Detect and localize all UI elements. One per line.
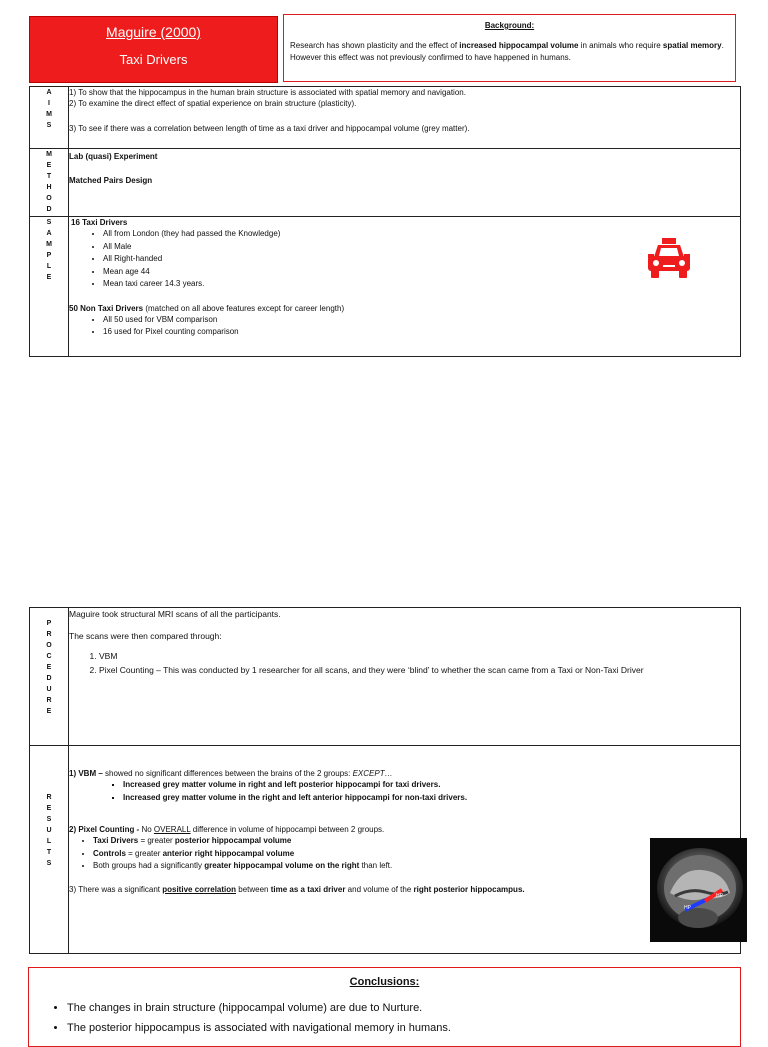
results-content [69, 746, 741, 954]
sample-group1-list [69, 228, 740, 291]
background-box [283, 14, 736, 82]
method-design: Matched Pairs Design [69, 176, 153, 185]
study-title: Maguire (2000) [106, 24, 201, 40]
list-item: • All Right-handed [103, 253, 740, 266]
background-heading: Background: [484, 21, 535, 30]
procedure-compared: The scans were then compared through: [69, 631, 222, 641]
background-text: Research has shown plasticity and the effect of increased hippocampal volume in animals who require spatial memory. However this effect was not previously confirmed to have happened in humans. [290, 41, 724, 62]
sample-group2-heading: 50 Non Taxi Drivers (matched on all above features except for career length) [69, 303, 345, 313]
list-item: • All 50 used for VBM comparison [103, 314, 740, 327]
lower-table [29, 607, 741, 954]
list-item: • Mean age 44 [103, 266, 740, 279]
procedure-content [69, 608, 741, 746]
conclusions-heading: Conclusions: [349, 976, 420, 988]
conclusions-list [29, 998, 740, 1038]
list-item: • Mean taxi career 14.3 years. [103, 278, 740, 291]
sample-group1-heading: 16 Taxi Drivers [71, 218, 128, 227]
study-subtitle: Taxi Drivers [119, 52, 188, 67]
aims-label: A I M S [30, 87, 69, 149]
results-vbm: 1) VBM – showed no significant differences between the brains of the 2 groups: EXCEPT… [69, 769, 393, 778]
aims-content [69, 87, 741, 149]
method-type: Lab (quasi) Experiment [69, 152, 158, 161]
list-item: 1. VBM [99, 649, 740, 663]
svg-text:HP: HP [684, 905, 691, 911]
list-item: • Taxi Drivers = greater posterior hippocampal volume [93, 835, 740, 848]
list-item: • The posterior hippocampus is associated with navigational memory in humans. [67, 1018, 740, 1038]
procedure-label: P R O C E D U R E [30, 608, 69, 746]
list-item: • Both groups had a significantly greater hippocampal volume on the right than left. [93, 860, 740, 873]
aim-1: 1) To show that the hippocampus in the human brain structure is associated with spatial memory and navigation. [69, 88, 466, 97]
sample-group2-list [69, 314, 740, 339]
svg-text:HP: HP [716, 893, 723, 899]
method-content [69, 149, 741, 217]
sample-label: S A M P L E [30, 217, 69, 357]
aim-2: 2) To examine the direct effect of spatial experience on brain structure (plasticity). [69, 99, 357, 108]
procedure-steps [69, 649, 740, 677]
list-item: ▪ Increased grey matter volume in right and left posterior hippocampi for taxi drivers. [123, 779, 740, 792]
title-box [29, 16, 278, 83]
list-item: ▪ Increased grey matter volume in the right and left anterior hippocampi for non-taxi drivers. [123, 792, 740, 805]
results-vbm-list [69, 779, 740, 804]
brain-mri-scan [650, 838, 747, 942]
results-pc-list [69, 835, 740, 873]
list-item: • All from London (they had passed the Knowledge) [103, 228, 740, 241]
method-label: M E T H O D [30, 149, 69, 217]
list-item: • The changes in brain structure (hippocampal volume) are due to Nurture. [67, 998, 740, 1018]
list-item: • Controls = greater anterior right hippocampal volume [93, 848, 740, 861]
sample-content [69, 217, 741, 357]
taxi-icon [644, 237, 694, 283]
results-label: R E S U L T S [30, 746, 69, 954]
procedure-intro: Maguire took structural MRI scans of all the participants. [69, 609, 281, 619]
conclusions-box [28, 967, 741, 1047]
results-pixel-counting: 2) Pixel Counting - No OVERALL difference in volume of hippocampi between 2 groups. [69, 825, 385, 834]
results-correlation: 3) There was a significant positive correlation between time as a taxi driver and volume of the right posterior hippocampus. [69, 884, 525, 894]
list-item: 2. Pixel Counting – This was conducted by 1 researcher for all scans, and they were ‘blind’ to whether the scan came from a Taxi or Non-Taxi Driver [99, 663, 740, 677]
list-item: • 16 used for Pixel counting comparison [103, 326, 740, 339]
upper-table [29, 86, 741, 357]
aim-3: 3) To see if there was a correlation between length of time as a taxi driver and hippocampal volume (grey matter). [69, 124, 470, 133]
list-item: • All Male [103, 241, 740, 254]
